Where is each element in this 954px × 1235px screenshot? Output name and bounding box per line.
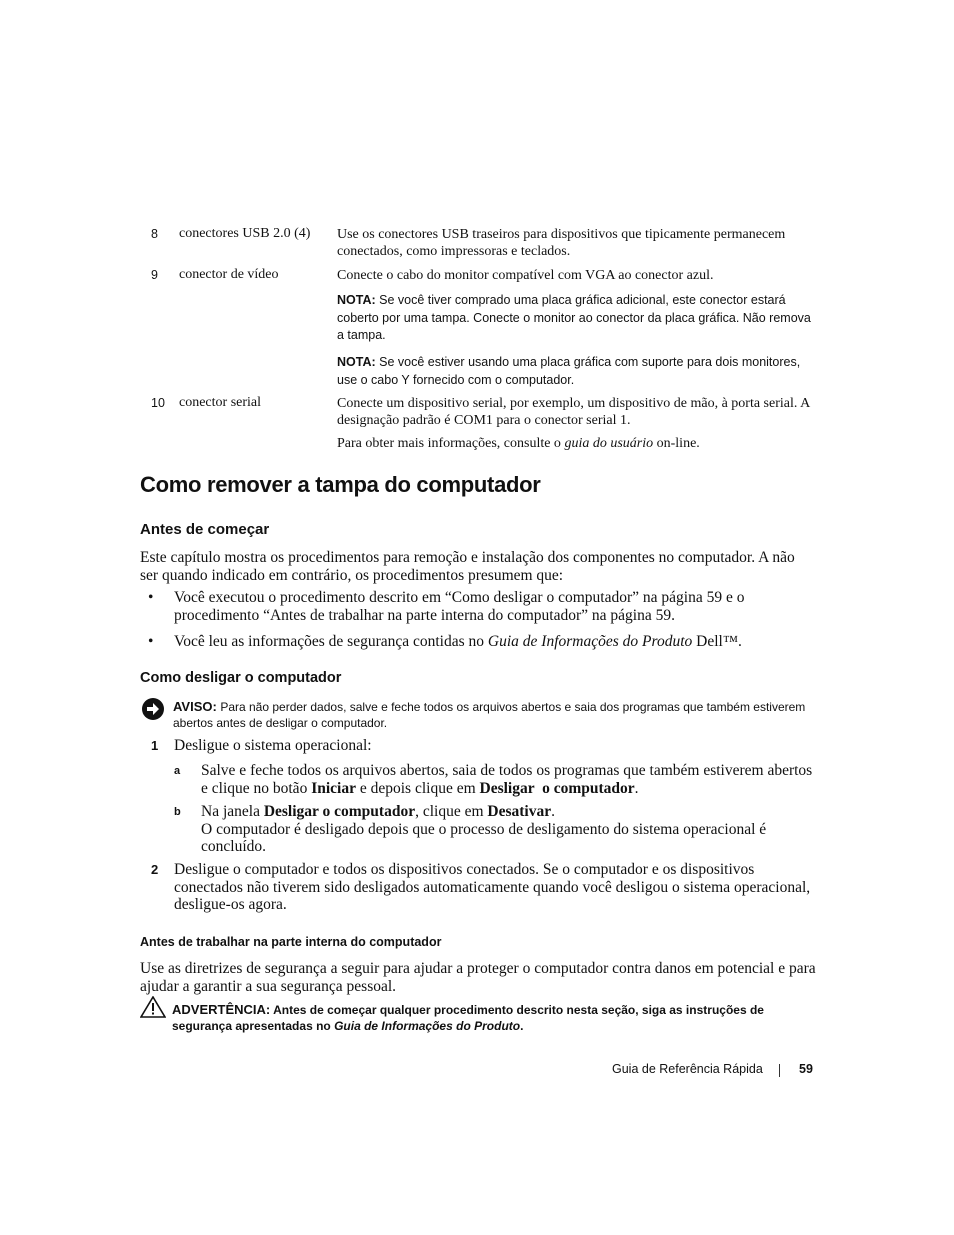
shutdown-window-label: Desligar o computador bbox=[263, 803, 416, 820]
bullet-item: Você executou o procedimento descrito em “Como desligar o computador” na página 59 e o procedimento “Antes de trabalhar na parte interna do computador” na página 59. bbox=[174, 589, 745, 624]
inside-intro: Use as diretrizes de segurança a seguir para ajudar a proteger o computador contra danos em potencial e para ajudar a garantir a sua segurança pessoal. bbox=[140, 960, 816, 995]
warning-product-guide: Guia de Informações do Produto bbox=[334, 1019, 521, 1033]
note-block bbox=[337, 292, 817, 345]
heading-shutdown: Como desligar o computador bbox=[140, 670, 342, 686]
warning-block bbox=[172, 1002, 772, 1034]
start-button-label: Iniciar bbox=[311, 779, 356, 797]
bullet-marker: • bbox=[148, 589, 154, 606]
warning-triangle-icon bbox=[140, 996, 166, 1023]
notice-text: Para não perder dados, salve e feche todos os arquivos abertos e saia dos programas que também estiverem abertos antes de desligar o computador. bbox=[173, 700, 806, 730]
connector-number: 10 bbox=[151, 396, 165, 410]
product-guide-reference: Guia de Informações do Produto bbox=[487, 633, 693, 650]
substep-text bbox=[201, 803, 816, 856]
footer-divider bbox=[779, 1064, 780, 1077]
substep-part: , clique em bbox=[415, 803, 488, 820]
substep-part: . bbox=[551, 803, 555, 820]
bullet-text: Dell™. bbox=[692, 633, 742, 650]
step-number: 2 bbox=[151, 862, 159, 877]
step-text: Desligue o computador e todos os dispositivos conectados. Se o computador e os dispositivos conectados não tiverem sido desligados automaticamente quando você desligou o sistema operacional, desligue-os agora. bbox=[174, 861, 811, 913]
substep-part: O computador é desligado depois que o processo de desligamento do sistema operacional é concluído. bbox=[201, 820, 767, 855]
connector-name: conector serial bbox=[179, 395, 262, 410]
connector-description: Conecte o cabo do monitor compatível com VGA ao conector azul. bbox=[337, 268, 714, 283]
substep-part: Salve e feche todos os arquivos abertos, saia de todos os programas que também estiverem abertos e clique no botão bbox=[201, 762, 813, 797]
connector-description: Use os conectores USB traseiros para dispositivos que tipicamente permanecem conectados, como impressoras e teclados. bbox=[337, 227, 786, 259]
heading-inside-work: Antes de trabalhar na parte interna do computador bbox=[140, 935, 442, 949]
warning-end: . bbox=[520, 1019, 524, 1033]
note-text: Se você tiver comprado uma placa gráfica adicional, este conector estará coberto por uma tampa. Conecte o monitor ao conector da placa gráfica. Não remova a tampa. bbox=[337, 293, 811, 342]
substep-part: . bbox=[634, 779, 639, 797]
page-number: 59 bbox=[799, 1062, 813, 1076]
bullet-text: Você leu as informações de segurança contidas no bbox=[174, 633, 488, 650]
note-block bbox=[337, 354, 817, 389]
heading-before-start: Antes de começar bbox=[140, 521, 270, 538]
bullet-marker: • bbox=[148, 633, 154, 650]
substep-part: e depois clique em bbox=[355, 779, 480, 797]
connector-name: conector de vídeo bbox=[179, 267, 279, 282]
section-title: Como remover a tampa do computador bbox=[140, 472, 541, 497]
footer-guide-title: Guia de Referência Rápida bbox=[612, 1062, 763, 1076]
step-number: 1 bbox=[151, 738, 159, 753]
substep-letter: a bbox=[174, 765, 181, 777]
substep-letter: b bbox=[174, 806, 181, 818]
connector-number: 8 bbox=[151, 227, 158, 241]
warning-text: Antes de começar qualquer procedimento descrito nesta seção, siga as instruções de segurança apresentadas no bbox=[172, 1003, 764, 1033]
connector-name: conectores USB 2.0 (4) bbox=[179, 226, 311, 241]
deactivate-option-label: Desativar bbox=[487, 803, 552, 820]
connector-number: 9 bbox=[151, 268, 158, 282]
notice-label: AVISO: bbox=[173, 699, 217, 714]
step-text: Desligue o sistema operacional: bbox=[174, 737, 372, 754]
connector-extra-info bbox=[337, 435, 817, 452]
shutdown-option-label: Desligar o computador bbox=[479, 779, 635, 797]
notice-block bbox=[173, 699, 813, 731]
note-label: NOTA: bbox=[337, 293, 376, 307]
note-text: Se você estiver usando uma placa gráfica com suporte para dois monitores, use o cabo Y fornecido com o computador. bbox=[337, 355, 801, 387]
intro-paragraph: Este capítulo mostra os procedimentos para remoção e instalação dos componentes no computador. A não ser quando indicado em contrário, os procedimentos presumem que: bbox=[140, 549, 795, 584]
connector-description: Conecte um dispositivo serial, por exemplo, um dispositivo de mão, à porta serial. A designação padrão é COM1 para o conector serial 1. bbox=[337, 396, 810, 428]
user-guide-reference: guia do usuário bbox=[564, 436, 654, 451]
notice-arrow-icon bbox=[141, 697, 165, 726]
bullet-item bbox=[174, 633, 814, 651]
extra-text: on-line. bbox=[653, 436, 700, 451]
substep-text bbox=[201, 762, 816, 797]
note-label: NOTA: bbox=[337, 355, 376, 369]
extra-text: Para obter mais informações, consulte o bbox=[337, 436, 565, 451]
warning-label: ADVERTÊNCIA: bbox=[172, 1002, 271, 1017]
substep-part: Na janela bbox=[201, 803, 264, 820]
